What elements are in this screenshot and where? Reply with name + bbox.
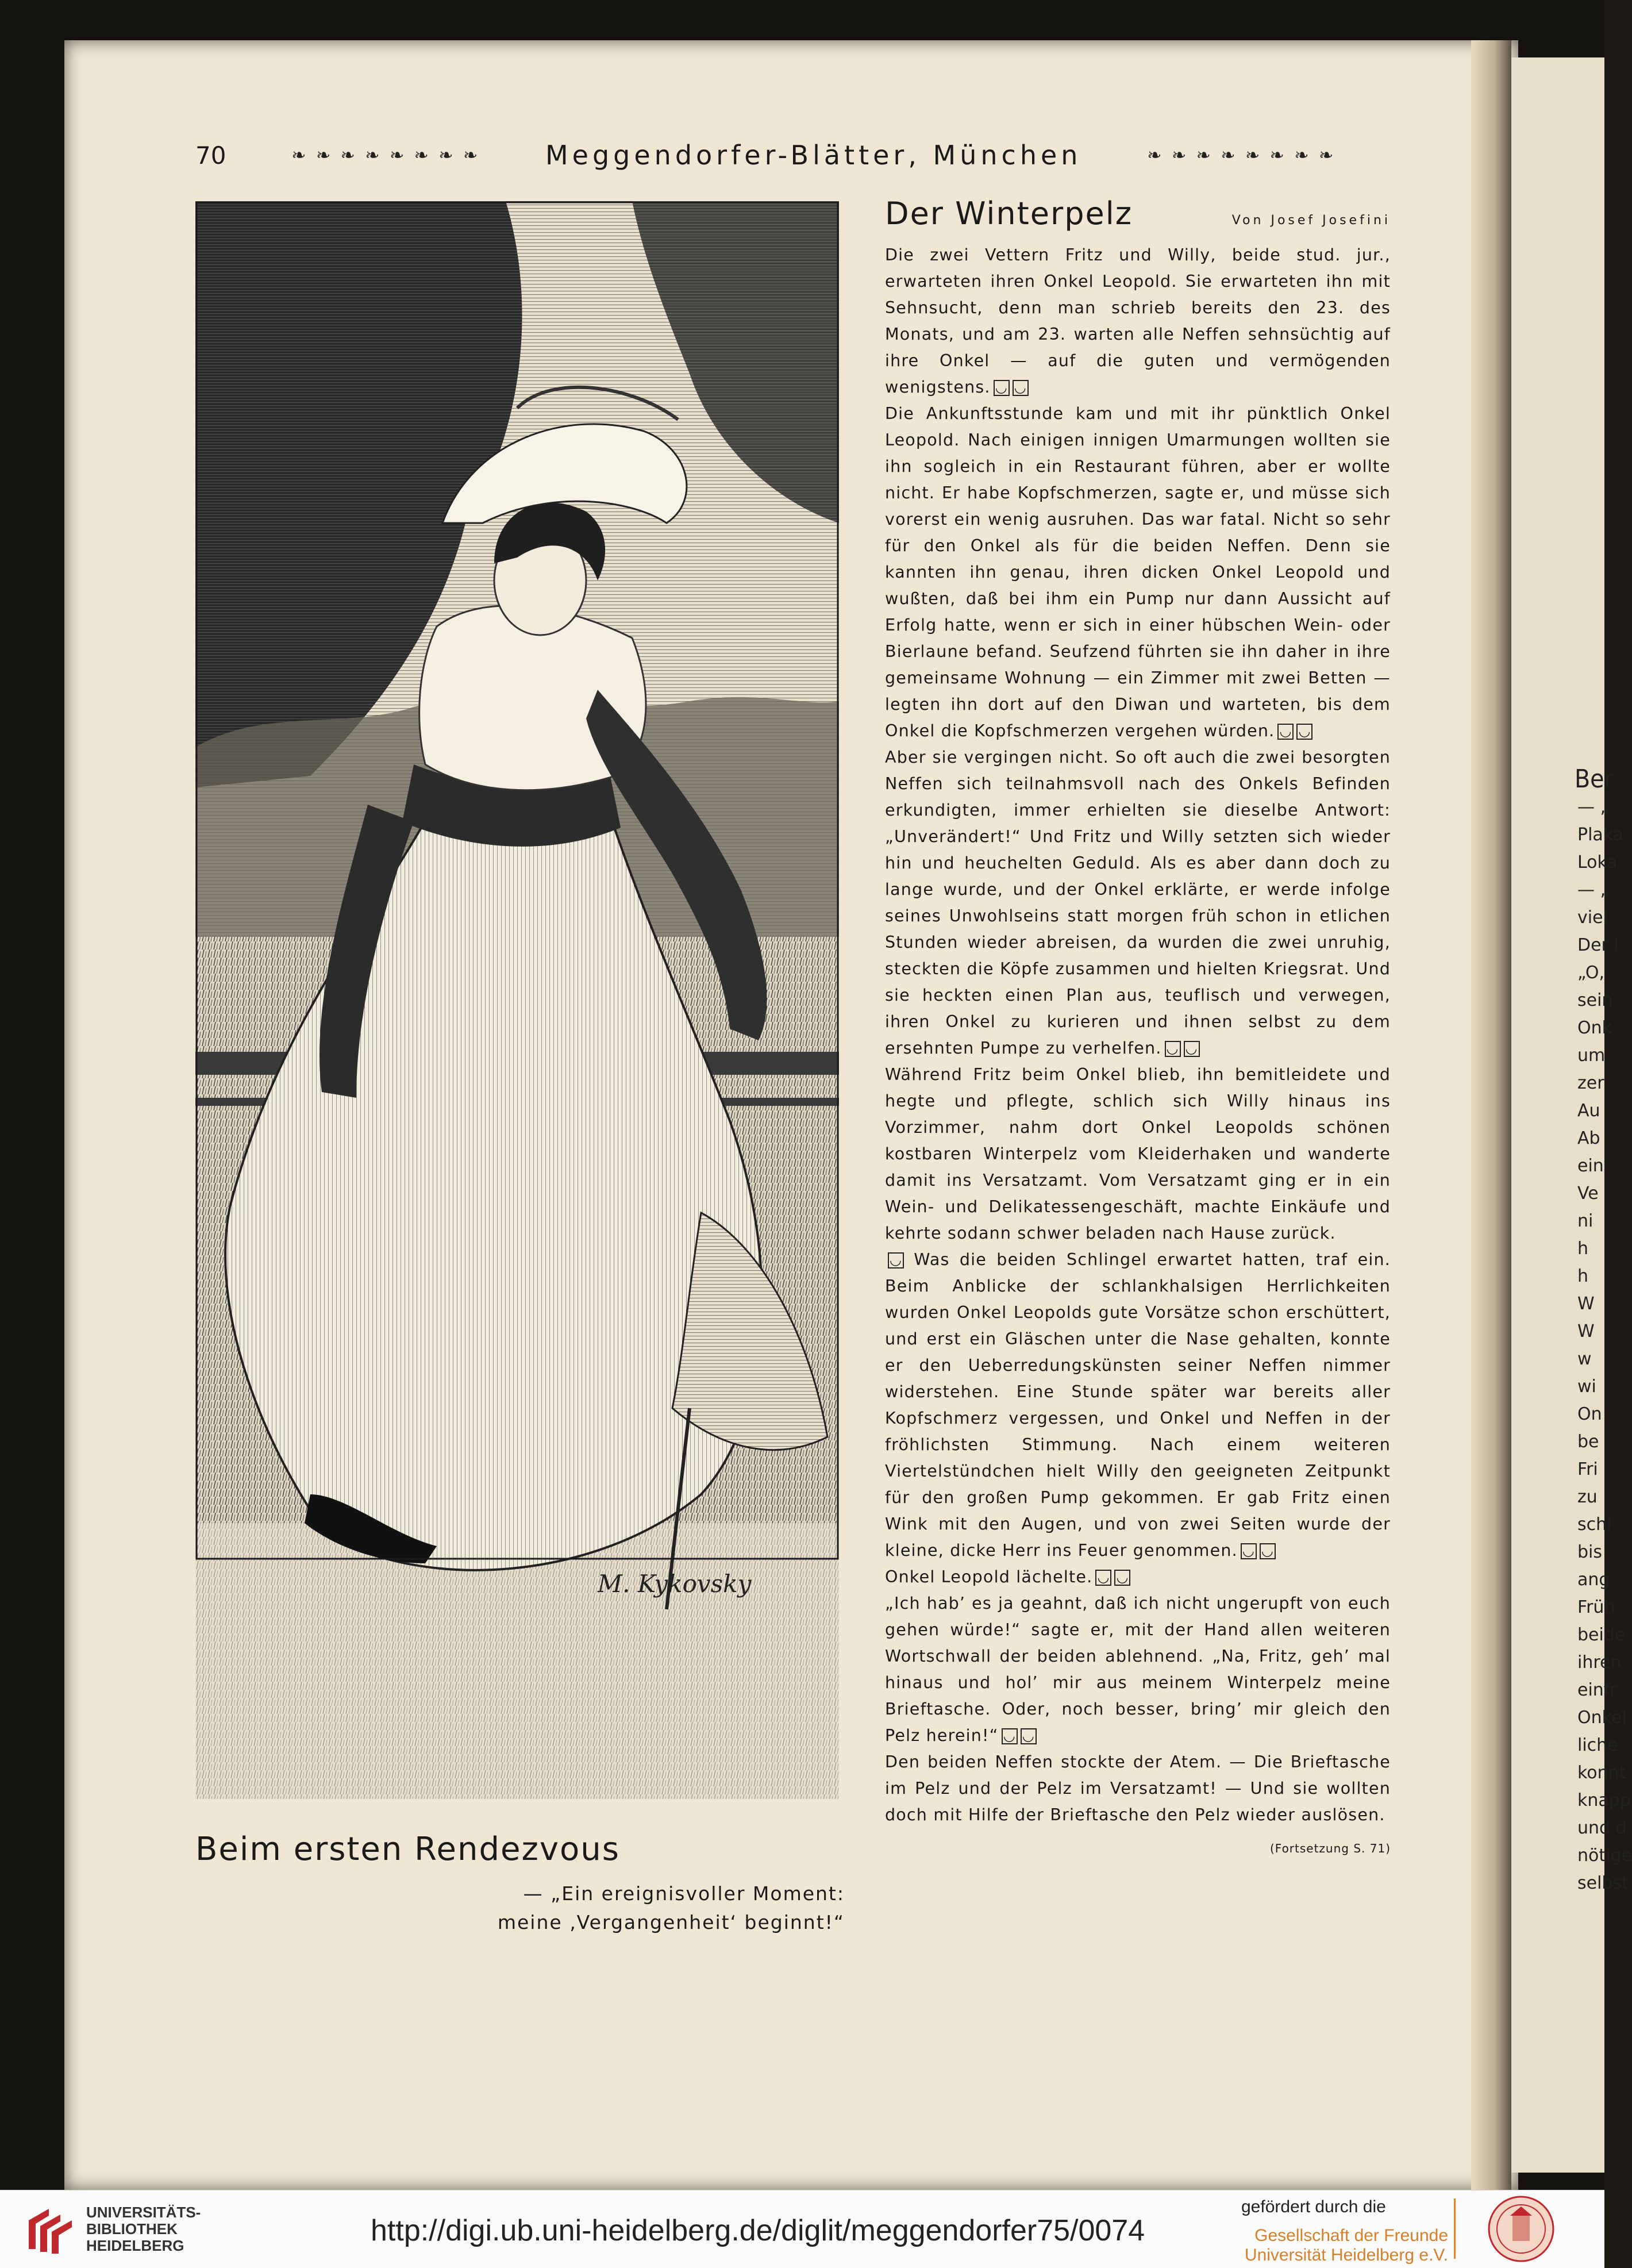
- next-page-line: sein: [1577, 990, 1613, 1010]
- section-end-mark: ◡: [1241, 1543, 1257, 1559]
- next-page-line: Ab: [1577, 1128, 1600, 1148]
- library-name: [86, 2204, 201, 2254]
- next-page-line: selbst: [1577, 1873, 1629, 1893]
- next-page-line: bis: [1577, 1542, 1603, 1562]
- next-page-line: Ve: [1577, 1183, 1599, 1204]
- header-ornament-left: ❧ ❧ ❧ ❧ ❧ ❧ ❧ ❧: [291, 145, 480, 166]
- section-end-mark: ◡: [1165, 1041, 1181, 1057]
- section-end-mark: ◡: [1277, 724, 1294, 740]
- next-page-line: — „: [1577, 797, 1610, 817]
- next-page-line: Onk: [1577, 1018, 1612, 1038]
- society-line-1: Gesellschaft der Freunde: [1254, 2226, 1448, 2245]
- next-page-line: W: [1577, 1294, 1595, 1314]
- next-page-line: W: [1577, 1321, 1595, 1341]
- next-page-line: um: [1577, 1045, 1606, 1066]
- next-page-line: ni: [1577, 1211, 1593, 1231]
- next-page-line: ihren: [1577, 1652, 1622, 1673]
- society-name: [1241, 2226, 1448, 2265]
- article-header: [885, 195, 1391, 232]
- next-page-line: „O,: [1577, 963, 1605, 983]
- article-paragraph-8: Den beiden Neffen stockte der Atem. — Die Brieftasche im Pelz und der Pelz im Versatzamt! — Und sie wollten doch mit Hilfe der Brieftasche den Pelz wieder auslösen. (Fortsetzung S. 71): [885, 1749, 1391, 1828]
- ub-heidelberg-logo-icon: [23, 2203, 78, 2256]
- next-page-line: viel: [1577, 908, 1608, 928]
- next-page-line: Loka: [1577, 852, 1618, 872]
- article-paragraph-3: Aber sie vergingen nicht. So oft auch die zwei besorgten Neffen sich teilnahmsvoll nach des Onkels Befinden erkundigten, immer erhielten sie dieselbe Antwort: „Unverändert!“ Und Fritz und Willy setzten sich wieder hin und heuchelten Geduld. Als es aber dann doch zu lange wurde, und der Onkel erklärte, er werde infolge seines Unwohlseins statt morgen früh schon in etlichen Stunden wieder abreisen, da wurden die zwei unruhig, steckten die Köpfe zusammen und hielten Kriegsrat. Und sie heckten einen Plan aus, teuflisch und verwegen, ihren Onkel zu kurieren und ihnen selbst zu dem ersehnten Pumpe zu verhelfen. ◡ ◡: [885, 748, 1391, 1058]
- funded-by-label: gefördert durch die: [1241, 2197, 1386, 2216]
- library-line-3: HEIDELBERG: [86, 2237, 184, 2254]
- article-paragraph-5: ◡ Was die beiden Schlingel erwartet hatten, traf ein. Beim Anblicke der schlankhalsigen Herrlichkeiten wurden Onkel Leopolds gute Vorsätze schon erschüttert, und erst ein Gläschen unter die Nase gehalten, konnte er den Ueberredungskünsten seiner Neffen nimmer widerstehen. Eine Stunde später war bereits aller Kopfschmerz vergessen, und Onkel und Neffen in der fröhlichsten Stimmung. Nach einem weiteren Viertelstündchen hielt Willy den geeigneten Zeitpunkt für den großen Pump gekommen. Er gab Fritz einen Wink mit den Augen, und von zwei Seiten wurde der kleine, dicke Herr ins Feuer genommen. ◡ ◡: [885, 1250, 1391, 1560]
- section-end-mark: ◡: [1002, 1728, 1018, 1744]
- next-page-line: nötige: [1577, 1846, 1632, 1866]
- next-page-line: be: [1577, 1432, 1599, 1452]
- caption-line-2: meine ‚Vergangenheit‘ beginnt!“: [497, 1911, 845, 1933]
- engraving-illustration: [195, 201, 839, 1799]
- next-page-line: liche: [1577, 1735, 1618, 1755]
- woman-with-parasol-image: [195, 201, 839, 1799]
- society-line-2: Universität Heidelberg e.V.: [1244, 2246, 1448, 2265]
- section-end-mark: ◡: [994, 380, 1010, 396]
- article-title: Der Winterpelz: [885, 195, 1133, 232]
- next-page-line: ang: [1577, 1570, 1610, 1590]
- next-page-line: zer: [1577, 1073, 1604, 1093]
- next-page-line: — „: [1577, 880, 1610, 900]
- footer-divider: [1454, 2198, 1456, 2259]
- next-page-line: und d: [1577, 1818, 1627, 1838]
- caption-quote: [368, 1879, 845, 1937]
- next-page-line: h: [1577, 1239, 1589, 1259]
- article-paragraph-2: Die Ankunftsstunde kam und mit ihr pünktlich Onkel Leopold. Nach einigen innigen Umarmungen wollten sie ihn sogleich in ein Restaurant führen, aber er wollte nicht. Er habe Kopfschmerzen, sagte er, und müsse sich vorerst ein wenig ausruhen. Das war fatal. Nicht so sehr für den Onkel als für die beiden Neffen. Denn sie kannten ihn genau, ihren dicken Onkel Leopold und wußten, daß bei ihm ein Pump nur dann Aussicht auf Erfolg hatte, wenn er sich in einer hübschen Wein- oder Bierlaune befand. Seufzend führten sie ihn daher in ihre gemeinsame Wohnung — ein Zimmer mit zwei Betten — legten ihn dort auf den Diwan und warteten, bis dem Onkel die Kopfschmerzen vergehen würden. ◡ ◡: [885, 404, 1391, 740]
- running-header: [195, 138, 1391, 172]
- permalink-url[interactable]: http://digi.ub.uni-heidelberg.de/diglit/meggendorfer75/0074: [371, 2214, 1145, 2247]
- article-paragraph-4: Während Fritz beim Onkel blieb, ihn bemitleidete und hegte und pflegte, schlich sich Willy hinaus ins Vorzimmer, nahm dort Onkel Leopolds schönen kostbaren Winterpelz vom Kleiderhaken und wanderte damit ins Versatzamt. Vom Versatzamt ging er in ein Wein- und Delikatessengeschäft, machte Einkäufe und kehrte sodann schwer beladen nach Hause zurück.: [885, 1065, 1391, 1243]
- next-page-line: wi: [1577, 1377, 1596, 1397]
- next-page-line: einfr: [1577, 1680, 1617, 1700]
- next-page-line: knapp: [1577, 1790, 1631, 1810]
- next-page-fragment: [1511, 57, 1632, 2173]
- article-paragraph-1: Die zwei Vettern Fritz und Willy, beide stud. jur., erwarteten ihren Onkel Leopold. Sie erwarteten ihn mit Sehnsucht, denn man schrieb bereits den 23. des Monats, und am 23. warten alle Neffen sehnsüchtig auf ihre Onkel — auf die guten und vermögenden wenigstens. ◡ ◡: [885, 245, 1391, 397]
- next-page-line: ein: [1577, 1156, 1604, 1176]
- next-page-line: Plaka: [1577, 825, 1624, 845]
- next-page-line: Früh: [1577, 1597, 1615, 1617]
- library-line-2: BIBLIOTHEK: [86, 2220, 178, 2238]
- next-page-line: Der l: [1577, 935, 1619, 955]
- caption-line-1: — „Ein ereignisvoller Moment:: [523, 1882, 845, 1905]
- next-page-line: Fri: [1577, 1459, 1598, 1479]
- next-page-heading: Ber: [1575, 764, 1614, 794]
- artist-signature: M. Kykovsky: [598, 1570, 752, 1598]
- next-page-line: zu: [1577, 1487, 1598, 1507]
- section-end-mark: ◡: [1095, 1570, 1111, 1586]
- next-page-line: w: [1577, 1349, 1592, 1369]
- article-column: [885, 195, 1391, 1862]
- section-start-mark: ◡: [888, 1252, 904, 1268]
- digitization-footer: [0, 2190, 1604, 2268]
- article-paragraph-7: „Ich hab’ es ja geahnt, daß ich nicht ungerupft von euch gehen würde!“ sagte er, mit der Hand allen weiteren Wortschwall der beiden ablehnend. „Na, Fritz, geh’ mal hinaus und hol’ mir aus meinem Winterpelz meine Brieftasche. Oder, noch besser, bring’ mir gleich den Pelz herein!“ ◡ ◡: [885, 1594, 1391, 1745]
- next-page-line: beide: [1577, 1625, 1626, 1645]
- header-ornament-right: ❧ ❧ ❧ ❧ ❧ ❧ ❧ ❧: [1147, 145, 1336, 166]
- next-page-line: On: [1577, 1404, 1602, 1424]
- article-paragraph-6: Onkel Leopold lächelte. ◡ ◡: [885, 1564, 1391, 1590]
- university-seal-icon: [1487, 2195, 1555, 2263]
- page-gutter: [1471, 40, 1511, 2190]
- running-title: Meggendorfer-Blätter, München: [545, 140, 1082, 171]
- page-number: 70: [195, 141, 226, 170]
- next-page-lines: [1511, 794, 1632, 1897]
- caption-title: Beim ersten Rendezvous: [195, 1831, 620, 1868]
- continuation-note: (Fortsetzung S. 71): [1269, 1842, 1391, 1855]
- article-author: Von Josef Josefini: [1231, 213, 1391, 228]
- next-page-line: schl: [1577, 1514, 1612, 1535]
- next-page-line: konnt: [1577, 1763, 1626, 1783]
- next-page-line: Onkel: [1577, 1708, 1627, 1728]
- library-line-1: UNIVERSITÄTS-: [86, 2204, 201, 2221]
- next-page-line: Au: [1577, 1101, 1600, 1121]
- next-page-line: h: [1577, 1266, 1589, 1286]
